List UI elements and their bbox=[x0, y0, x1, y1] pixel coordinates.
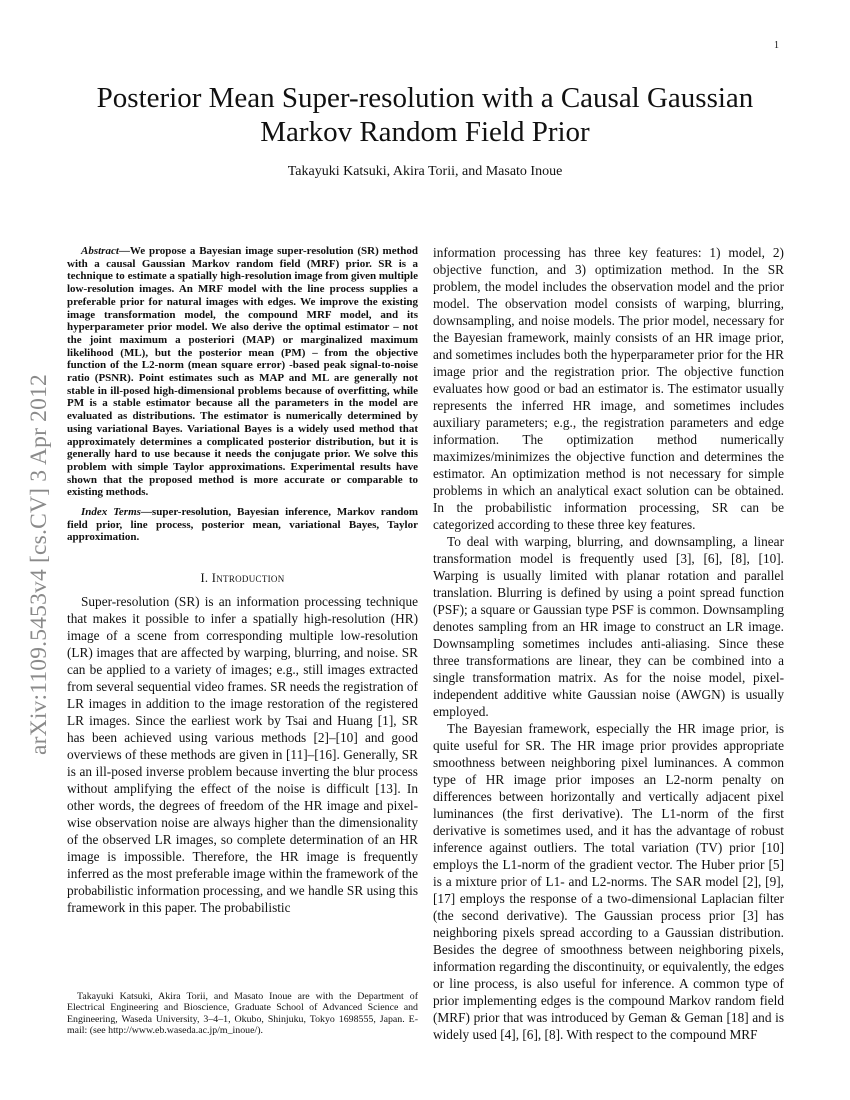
right-column bbox=[433, 244, 784, 1043]
left-column bbox=[67, 245, 418, 916]
page-number: 1 bbox=[774, 40, 779, 51]
index-terms-text: —super-resolution, Bayesian inference, Markov random field prior, line process, posterior mean, variational Bayes, Taylor approximation. bbox=[67, 506, 418, 544]
abstract bbox=[67, 245, 418, 499]
paper-title: Posterior Mean Super-resolution with a Causal Gaussian Markov Random Field Prior bbox=[96, 82, 754, 148]
arxiv-identifier-stamp: arXiv:1109.5453v4 [cs.CV] 3 Apr 2012 bbox=[26, 374, 52, 755]
index-terms-label: Index Terms bbox=[81, 506, 141, 519]
body-paragraph: To deal with warping, blurring, and downsampling, a linear transformation model is frequently used [3], [6], [8], [10]. Warping is usually limited with planar rotation and parallel translation. Blurring is defined by using a point spread function (PSF); a square or Gaussian type PSF is common. Downsampling denotes sampling from an HR image to construct an LR image. Downsampling sometimes includes anti-aliasing. Since these three transformations are linear, they can be combined into a single transformation matrix. As for the noise model, pixel-independent additive white Gaussian noise (AWGN) is usually employed. bbox=[433, 534, 784, 719]
author-affiliation-footnote: Takayuki Katsuki, Akira Torii, and Masato Inoue are with the Department of Electrical Engineering and Bioscience, Graduate School of Advanced Science and Engineering, Waseda University, 3–4–1, Okubo, Shinjuku, Tokyo 1698555, Japan. E-mail: (see http://www.eb.waseda.ac.jp/m_inoue/). bbox=[67, 991, 418, 1037]
body-paragraph: Super-resolution (SR) is an information processing technique that makes it possible to infer a spatially high-resolution (HR) image of a scene from corresponding multiple low-resolution (LR) images that are affected by warping, blurring, and noise. SR can be applied to a variety of images; e.g., still images extracted from several sequential video frames. SR needs the registration of LR images in addition to the image restoration of the registered LR images. Since the earliest work by Tsai and Huang [1], SR has been achieved using various methods [2]–[10] and good overviews of these methods are given in [11]–[16]. Generally, SR is an ill-posed inverse problem because inverting the blur process without amplifying the effect of the noise is difficult [13]. In other words, the degrees of freedom of the HR image and pixel-wise observation noise are always higher than the dimensionality of the observed LR images, so complete determination of an HR image is impossible. Therefore, the HR image is frequently inferred as the most preferable image within the framework of the probabilistic information processing, and we handle SR using this framework in this paper. The probabilistic bbox=[67, 594, 418, 916]
abstract-text: —We propose a Bayesian image super-resolution (SR) method with a causal Gaussian Markov random field (MRF) prior. SR is a technique to estimate a spatially high-resolution image from given multiple low-resolution images. An MRF model with the line process supplies a preferable prior for natural images with edges. We improve the existing image transformation model, the compound MRF model, and its hyperparameter prior model. We also derive the optimal estimator – not the joint maximum a posteriori (MAP) or marginalized maximum likelihood (ML), but the posterior mean (PM) – from the objective function of the L2-norm (mean square error) -based peak signal-to-noise ratio (PSNR). Point estimates such as MAP and ML are generally not stable in ill-posed high-dimensional problems because of overfitting, while PM is a stable estimator because all the parameters in the model are evaluated as distributions. The estimator is numerically determined by using variational Bayes. Variational Bayes is a widely used method that approximately determines a complicated posterior distribution, but it is generally hard to use because it needs the conjugate prior. We solve this problem with simple Taylor approximations. Experimental results have shown that the proposed method is more accurate or comparable to existing methods. bbox=[67, 245, 418, 499]
index-terms bbox=[67, 506, 418, 544]
author-list: Takayuki Katsuki, Akira Torii, and Masato Inoue bbox=[287, 164, 563, 179]
section-heading-introduction: I. Introduction bbox=[200, 571, 285, 586]
abstract-label: Abstract bbox=[81, 245, 119, 257]
body-paragraph: information processing has three key features: 1) model, 2) objective function, and 3) optimization method. In the SR problem, the model includes the observation model and the prior model. The observation model consists of warping, blurring, downsampling, and noise models. The prior model, necessary for the Bayesian framework, mainly consists of an HR image prior, and sometimes includes both the hyperparameter prior for the HR image prior and the registration prior. The objective function evaluates how good or bad an estimator is. The estimator usually represents the inferred HR image, and sometimes includes auxiliary parameters; e.g., the registration parameters and edge information. The optimization method numerically maximizes/minimizes the objective function and determines the estimator. An optimization method is not necessary for simple problems in which an analytical exact solution can be obtained. In the probabilistic information processing, SR can be categorized according to these three key features. bbox=[433, 245, 784, 532]
body-paragraph: The Bayesian framework, especially the HR image prior, is quite useful for SR. The HR image prior provides appropriate smoothness between neighboring pixel luminances. A common type of HR image prior imposes an L2-norm penalty on differences between horizontally and vertically adjacent pixel luminances (the first derivative). The L1-norm of the first derivative is sometimes used, and it has the advantage of robust inference against outliers. The total variation (TV) prior [10] employs the L1-norm of the gradient vector. The Huber prior [5] is a mixture prior of L1- and L2-norms. The SAR model [2], [9], [17] employs the response of a two-dimensional Laplacian filter (the second derivative). The Gaussian process prior [3] has neighboring pixels spread according to a Gaussian distribution. Besides the degree of smoothness between neighboring pixels, information regarding the discontinuity, or equivalently, the edges or line process, is also useful for inference. A common type of prior implementing edges is the compound Markov random field (MRF) prior that was introduced by Geman & Geman [18] and is widely used [4], [6], [8]. With respect to the compound MRF bbox=[433, 721, 784, 1042]
